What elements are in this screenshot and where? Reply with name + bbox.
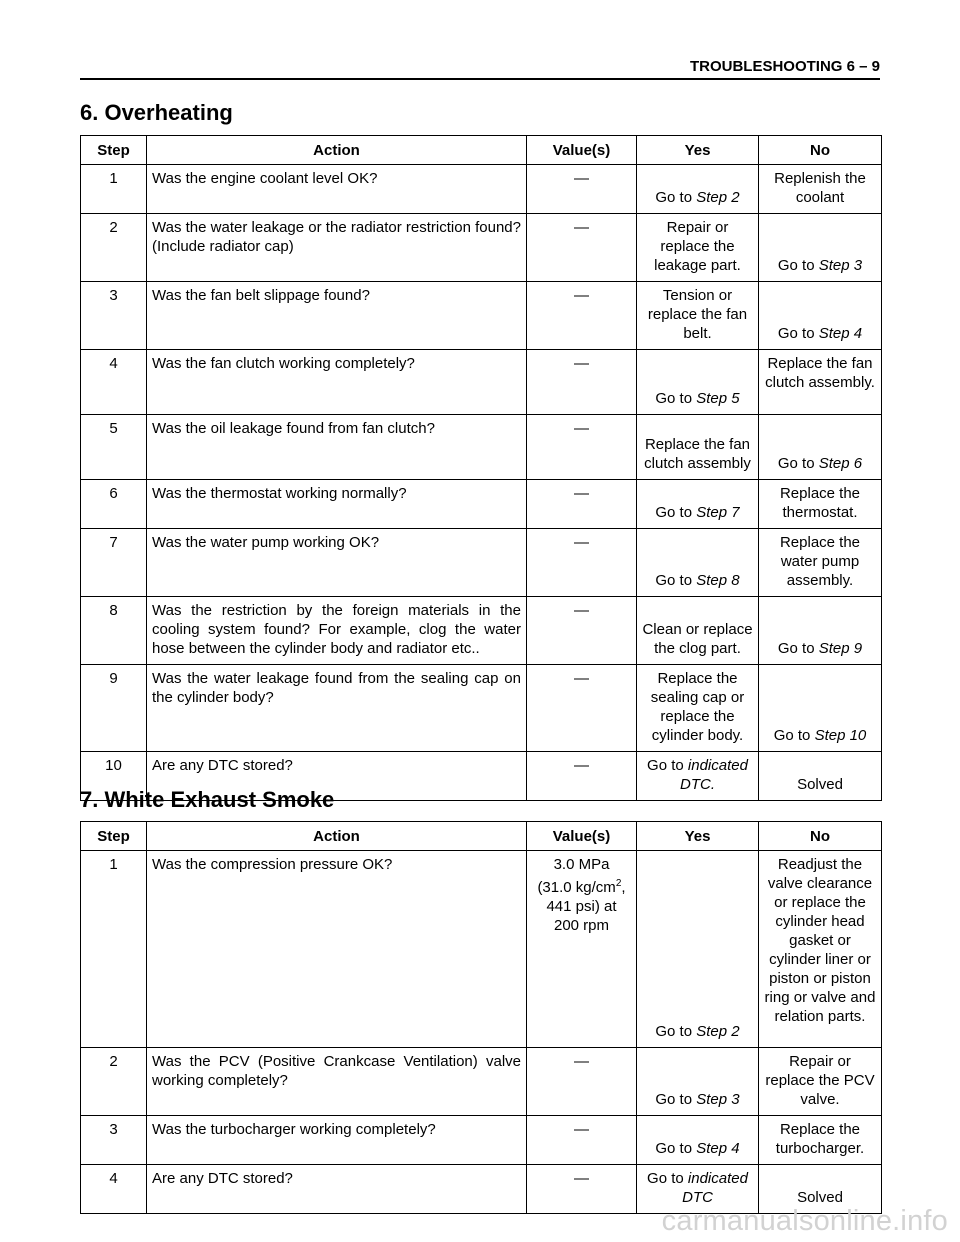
value-text: —	[574, 602, 589, 619]
yes-text: Clean or replace the clog part.	[642, 621, 753, 657]
step-cell	[81, 1048, 147, 1116]
no-cell	[759, 1116, 882, 1165]
yes-step-ref: Step 4	[696, 1140, 740, 1157]
table-row	[81, 851, 882, 1048]
no-text: Solved	[797, 776, 843, 793]
column-header-no: No	[759, 136, 882, 165]
step-number: 8	[109, 602, 118, 619]
value-line: ,	[621, 879, 626, 896]
action-text: Was the fan clutch working completely?	[152, 355, 415, 372]
no-text: Replenish the coolant	[774, 170, 866, 206]
step-cell	[81, 282, 147, 350]
step-cell	[81, 1116, 147, 1165]
action-cell	[147, 282, 527, 350]
value-text: —	[574, 287, 589, 304]
value-cell	[527, 165, 637, 214]
step-cell	[81, 214, 147, 282]
column-header-yes: Yes	[637, 136, 759, 165]
no-text: Go to	[777, 640, 819, 657]
action-cell	[147, 851, 527, 1048]
no-cell	[759, 597, 882, 665]
yes-text: Tension or replace the fan belt.	[647, 287, 748, 342]
no-step-ref: Step 9	[818, 640, 863, 657]
value-line: 441 psi) at 200 rpm	[546, 898, 617, 934]
step-number: 3	[109, 1121, 118, 1138]
value-text: —	[574, 485, 589, 502]
no-text: Go to	[777, 257, 819, 274]
table-row	[81, 350, 882, 415]
no-text: Go to	[777, 455, 819, 472]
watermark-text: carmanualsonline.info	[661, 1205, 948, 1237]
step-cell	[81, 415, 147, 480]
value-cell	[527, 851, 637, 1048]
yes-step-ref: Step 3	[696, 1091, 740, 1108]
table-header-row	[81, 822, 882, 851]
table-row	[81, 214, 882, 282]
action-cell	[147, 1116, 527, 1165]
no-text: Repair or replace the PCV valve.	[765, 1053, 875, 1108]
value-line: 3.0 MPa	[553, 856, 610, 873]
yes-step-ref: Step 2	[696, 1023, 740, 1040]
value-cell	[527, 214, 637, 282]
header-rule	[80, 78, 880, 80]
step-number: 4	[109, 355, 118, 372]
no-cell	[759, 480, 882, 529]
value-cell	[527, 282, 637, 350]
value-cell	[527, 1048, 637, 1116]
action-text: Was the water pump working OK?	[152, 534, 380, 551]
step-cell	[81, 665, 147, 752]
action-text: Was the PCV (Positive Crankcase Ventilation) valve working completely?	[152, 1053, 521, 1089]
action-cell	[147, 350, 527, 415]
no-cell	[759, 350, 882, 415]
no-cell	[759, 529, 882, 597]
white-smoke-table	[80, 821, 882, 1214]
value-text: —	[574, 670, 589, 687]
step-number: 4	[109, 1170, 118, 1187]
table-row	[81, 665, 882, 752]
action-text: Was the water leakage found from the sealing cap on the cylinder body?	[152, 670, 521, 706]
yes-cell	[637, 752, 759, 801]
yes-text: Go to	[655, 1140, 697, 1157]
action-text: Was the thermostat working normally?	[152, 485, 407, 502]
table-row	[81, 529, 882, 597]
step-cell	[81, 851, 147, 1048]
no-cell	[759, 851, 882, 1048]
step-number: 10	[105, 757, 122, 774]
white-smoke-table-body	[81, 851, 882, 1214]
value-cell	[527, 597, 637, 665]
section-title-overheating: 6. Overheating	[80, 100, 233, 125]
value-text: —	[574, 757, 589, 774]
step-number: 1	[109, 856, 118, 873]
action-cell	[147, 1165, 527, 1214]
superscript: 2	[615, 878, 622, 889]
table-row	[81, 282, 882, 350]
yes-text: Go to	[655, 390, 697, 407]
step-number: 9	[109, 670, 118, 687]
value-cell	[527, 480, 637, 529]
action-cell	[147, 165, 527, 214]
table-row	[81, 415, 882, 480]
action-cell	[147, 597, 527, 665]
column-header-action: Action	[147, 136, 527, 165]
action-cell	[147, 415, 527, 480]
yes-text: Go to	[655, 189, 697, 206]
value-cell	[527, 415, 637, 480]
action-text: Was the engine coolant level OK?	[152, 170, 378, 187]
yes-text: Replace the fan clutch assembly	[644, 436, 751, 472]
value-text: —	[574, 420, 589, 437]
step-number: 6	[109, 485, 118, 502]
step-number: 2	[109, 1053, 118, 1070]
no-text: Go to	[773, 727, 815, 744]
column-header-values: Value(s)	[527, 136, 637, 165]
no-text: Replace the water pump assembly.	[779, 534, 861, 589]
value-cell	[527, 665, 637, 752]
table-row	[81, 597, 882, 665]
no-text: Solved	[797, 1189, 843, 1206]
no-cell	[759, 165, 882, 214]
step-cell	[81, 480, 147, 529]
section-title-white-exhaust-smoke: 7. White Exhaust Smoke	[80, 787, 335, 812]
step-cell	[81, 529, 147, 597]
table-row	[81, 480, 882, 529]
step-number: 3	[109, 287, 118, 304]
yes-cell	[637, 597, 759, 665]
value-cell	[527, 350, 637, 415]
yes-step-ref: Step 2	[696, 189, 740, 206]
table-row	[81, 1116, 882, 1165]
value-text: —	[574, 219, 589, 236]
overheating-table	[80, 135, 882, 801]
table-row	[81, 165, 882, 214]
action-text: Was the turbocharger working completely?	[152, 1121, 436, 1138]
value-cell	[527, 529, 637, 597]
yes-step-ref: Step 7	[696, 504, 740, 521]
yes-cell	[637, 415, 759, 480]
value-text: —	[574, 355, 589, 372]
step-cell	[81, 165, 147, 214]
step-number: 7	[109, 534, 118, 551]
table-row	[81, 1048, 882, 1116]
table-header-row	[81, 136, 882, 165]
yes-cell	[637, 214, 759, 282]
step-number: 1	[109, 170, 118, 187]
action-text: Was the restriction by the foreign materials in the cooling system found? For example, clog the water hose between the cylinder body and radiator etc..	[152, 602, 521, 657]
yes-cell	[637, 282, 759, 350]
no-cell	[759, 214, 882, 282]
action-text: Are any DTC stored?	[152, 757, 293, 774]
yes-cell	[637, 529, 759, 597]
yes-step-ref: indicated DTC.	[680, 757, 748, 793]
yes-text: Go to	[655, 572, 697, 589]
yes-text: Go to	[655, 1091, 697, 1108]
column-header-step: Step	[81, 136, 147, 165]
action-text: Are any DTC stored?	[152, 1170, 293, 1187]
yes-step-ref: Step 8	[696, 572, 740, 589]
value-cell	[527, 1116, 637, 1165]
yes-cell	[637, 350, 759, 415]
action-cell	[147, 480, 527, 529]
value-text: —	[574, 170, 589, 187]
no-step-ref: Step 4	[818, 325, 863, 342]
yes-text: Replace the sealing cap or replace the cylinder body.	[650, 670, 745, 744]
no-cell	[759, 282, 882, 350]
yes-text: Go to	[655, 504, 697, 521]
value-line: (31.0 kg/cm	[537, 879, 616, 896]
action-cell	[147, 665, 527, 752]
step-cell	[81, 1165, 147, 1214]
step-cell	[81, 597, 147, 665]
step-number: 5	[109, 420, 118, 437]
action-text: Was the compression pressure OK?	[152, 856, 393, 873]
yes-step-ref: Step 5	[696, 390, 740, 407]
no-cell	[759, 665, 882, 752]
step-cell	[81, 350, 147, 415]
action-text: Was the water leakage or the radiator restriction found? (Include radiator cap)	[152, 219, 521, 255]
no-cell	[759, 752, 882, 801]
action-cell	[147, 1048, 527, 1116]
action-text: Was the oil leakage found from fan clutch?	[152, 420, 435, 437]
action-cell	[147, 529, 527, 597]
value-cell	[527, 752, 637, 801]
value-text: —	[574, 1121, 589, 1138]
no-cell	[759, 415, 882, 480]
column-header-step: Step	[81, 822, 147, 851]
column-header-values: Value(s)	[527, 822, 637, 851]
column-header-no: No	[759, 822, 882, 851]
value-cell	[527, 1165, 637, 1214]
action-cell	[147, 214, 527, 282]
no-step-ref: Step 6	[818, 455, 863, 472]
step-number: 2	[109, 219, 118, 236]
value-text: —	[574, 1053, 589, 1070]
no-text: Readjust the valve clearance or replace the cylinder head gasket or cylinder liner or piston or piston ring or valve and relation parts.	[764, 856, 876, 1025]
yes-cell	[637, 480, 759, 529]
yes-cell	[637, 1048, 759, 1116]
yes-text: Repair or replace the leakage part.	[654, 219, 741, 274]
no-text: Replace the thermostat.	[779, 485, 861, 521]
value-text: —	[574, 1170, 589, 1187]
no-text: Replace the turbocharger.	[775, 1121, 865, 1157]
yes-text: Go to	[655, 1023, 697, 1040]
yes-cell	[637, 851, 759, 1048]
action-text: Was the fan belt slippage found?	[152, 287, 370, 304]
yes-cell	[637, 665, 759, 752]
no-step-ref: Step 3	[818, 257, 863, 274]
no-text: Replace the fan clutch assembly.	[765, 355, 875, 391]
yes-cell	[637, 165, 759, 214]
yes-text: Go to	[647, 757, 688, 774]
page-header-title: TROUBLESHOOTING 6 – 9	[689, 58, 880, 75]
yes-step-ref: indicated DTC	[682, 1170, 748, 1206]
yes-text: Go to	[647, 1170, 688, 1187]
yes-cell	[637, 1116, 759, 1165]
overheating-table-body	[81, 165, 882, 801]
value-text: —	[574, 534, 589, 551]
no-step-ref: Step 10	[814, 727, 867, 744]
column-header-action: Action	[147, 822, 527, 851]
no-cell	[759, 1048, 882, 1116]
column-header-yes: Yes	[637, 822, 759, 851]
no-text: Go to	[777, 325, 819, 342]
